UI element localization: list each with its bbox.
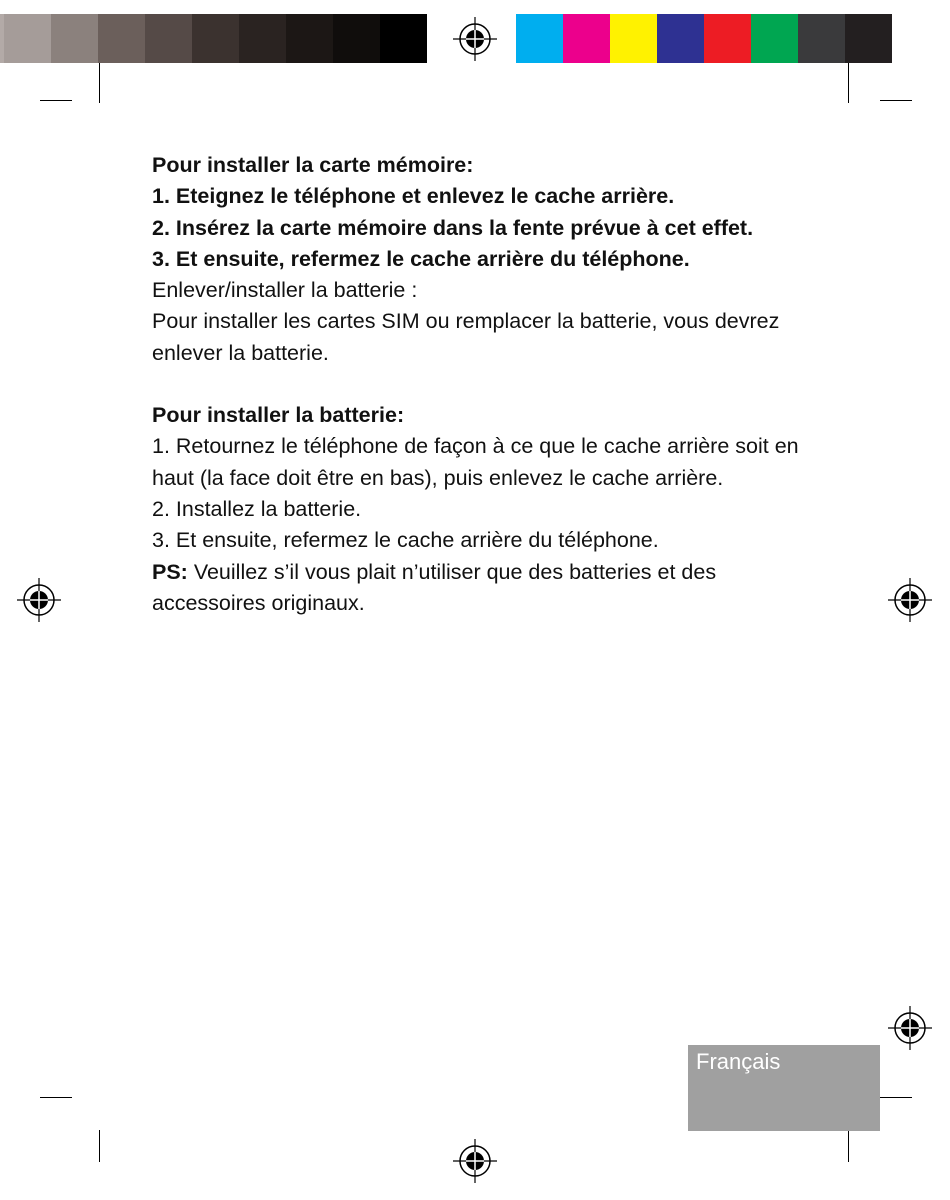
color-swatch [563,14,610,63]
ps-text: Veuillez s’il vous plait n’utiliser que des batteries et des accessoires originaux. [152,559,717,615]
color-swatch [192,14,239,63]
paragraph-gap [152,369,822,400]
color-bar-cmyk [516,14,892,63]
color-swatch [516,14,563,63]
battery-step-3: 3. Et ensuite, refermez le cache arrière du téléphone. [152,528,659,553]
color-swatch [145,14,192,63]
color-swatch [380,14,427,63]
color-swatch [286,14,333,63]
registration-mark-icon [453,1139,497,1183]
battery-step-2: 2. Installez la batterie. [152,496,362,521]
crop-mark [848,63,849,103]
color-swatch [657,14,704,63]
ps-note [152,557,822,620]
crop-mark [99,63,100,103]
color-swatch [798,14,845,63]
registration-mark-icon [453,17,497,61]
instructions-body [152,150,822,619]
battery-intro-title: Enlever/installer la batterie : [152,278,418,303]
registration-mark-icon [888,1006,932,1050]
crop-mark [99,1130,100,1162]
memory-step-1: 1. Eteignez le téléphone et enlevez le cache arrière. [152,184,675,209]
color-swatch [239,14,286,63]
memory-step-3: 3. Et ensuite, refermez le cache arrière du téléphone. [152,246,690,271]
registration-mark-icon [17,578,61,622]
crop-mark [40,100,72,101]
language-label: Français [696,1049,781,1074]
registration-mark-icon [888,578,932,622]
color-swatch [4,14,51,63]
crop-mark [880,100,912,101]
color-swatch [751,14,798,63]
color-swatch [333,14,380,63]
battery-heading: Pour installer la batterie: [152,403,405,428]
language-tab [688,1045,880,1131]
color-swatch [845,14,892,63]
memory-card-heading: Pour installer la carte mémoire: [152,153,474,177]
color-bar-grayscale [0,14,427,63]
color-swatch [51,14,98,63]
color-swatch [98,14,145,63]
battery-intro-text: Pour installer les cartes SIM ou remplacer la batterie, vous devrez enlever la batterie. [152,309,780,365]
crop-mark [848,1130,849,1162]
crop-mark [880,1097,912,1098]
color-swatch [704,14,751,63]
color-swatch [610,14,657,63]
crop-mark [40,1097,72,1098]
memory-step-2: 2. Insérez la carte mémoire dans la fente prévue à cet effet. [152,215,754,240]
ps-label: PS: [152,559,188,584]
battery-step-1: 1. Retournez le téléphone de façon à ce que le cache arrière soit en haut (la face doit être en bas), puis enlevez le cache arrière. [152,434,799,490]
